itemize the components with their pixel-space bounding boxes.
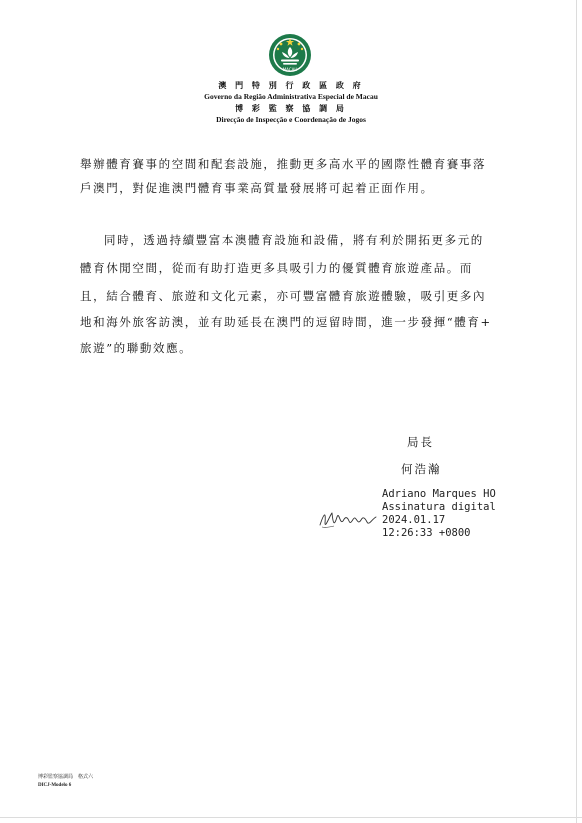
body-text-line: 體育休閒空間，從而有助打造更多具吸引力的優質體育旅遊產品。而 [80, 261, 473, 275]
body-text-line: 地和海外旅客訪澳，並有助延長在澳門的逗留時間，進一步發揮“體育+ [80, 315, 492, 329]
macau-emblem-icon [268, 33, 312, 77]
digital-signature-time: 12:26:33 +0800 [382, 527, 471, 539]
body-text-line: 戶澳門，對促進澳門體育事業高質量發展將可起着正面作用。 [80, 181, 434, 195]
government-name-pt: Governo da Região Administrativa Especial de Macau [204, 92, 378, 101]
svg-text:MACAU: MACAU [282, 67, 298, 72]
body-text-line: 旅遊”的聯動效應。 [80, 341, 193, 355]
signatory-name: 何浩瀚 [401, 462, 442, 476]
digital-signature-label: Assinatura digital [382, 501, 496, 513]
body-text-line: 且，結合體育、旅遊和文化元素，亦可豐富體育旅遊體驗，吸引更多內 [80, 289, 487, 303]
page-edge-bottom [0, 817, 582, 818]
bureau-name-pt: Direcção de Inspecção e Coordenação de Jogos [216, 115, 366, 124]
digital-signature-date: 2024.01.17 [382, 514, 446, 526]
government-name-zh: 澳 門 特 別 行 政 區 政 府 [218, 80, 364, 90]
body-text-line: 同時，透過持續豐富本澳體育設施和設備，將有利於開拓更多元的 [104, 233, 484, 247]
body-text-line: 舉辦體育賽事的空間和配套設施，推動更多高水平的國際性體育賽事落 [80, 157, 487, 171]
digital-signature-name: Adriano Marques HO [382, 488, 496, 500]
signatory-title: 局長 [407, 435, 434, 449]
bureau-name-zh: 博 彩 監 察 協 調 局 [235, 103, 347, 113]
footer-form-pt: DICJ-Modelo 6 [38, 783, 72, 788]
footer-form-zh: 博彩監察協調局 格式六 [38, 774, 94, 780]
handwritten-signature [316, 503, 380, 533]
